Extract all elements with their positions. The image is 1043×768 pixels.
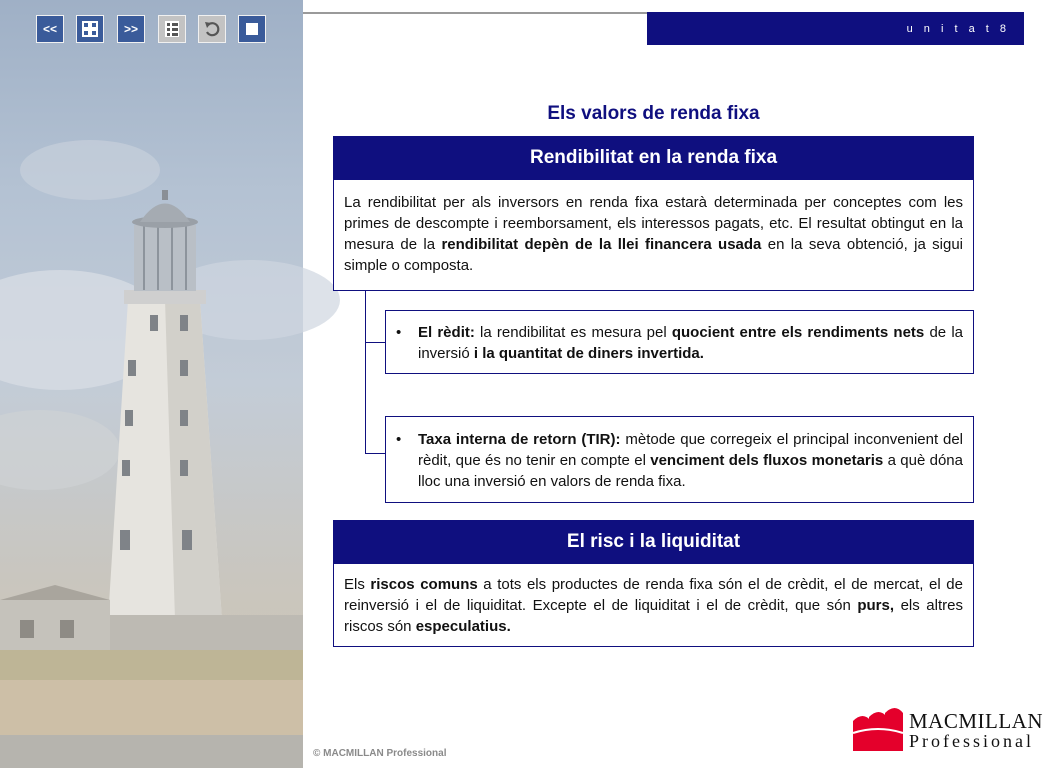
text-segment: especulatius. — [415, 618, 511, 635]
section-header-label: Rendibilitat en la renda fixa — [529, 146, 778, 168]
risk-box — [333, 563, 974, 647]
undo-icon — [203, 20, 221, 38]
text-segment: Els — [344, 576, 371, 593]
text-segment: en la seva obtenció, ja sigui simple o composta. — [344, 236, 963, 274]
lighthouse-background — [0, 0, 303, 768]
text-segment: purs, — [857, 597, 895, 614]
text-segment: riscos comuns — [370, 576, 478, 593]
text-segment: la rendibilitat es mesura pel — [474, 324, 672, 341]
bullet-text-tir — [418, 429, 963, 492]
page-title: Els valors de renda fixa — [547, 103, 760, 124]
macmillan-logo — [851, 705, 1043, 753]
text-segment: a què dóna lloc una inversió en valors de renda fixa. — [418, 452, 963, 490]
section-header-rendibilitat — [333, 136, 974, 179]
macmillan-logo-icon — [851, 707, 905, 753]
tree-connector-vertical — [365, 291, 366, 454]
copyright-text: © MACMILLAN Professional — [313, 748, 447, 759]
back-button[interactable] — [198, 15, 226, 43]
text-segment: els altres riscos són — [344, 597, 963, 635]
text-segment: a tots els productes de renda fixa són el de crèdit, el de mercat, el de reinversió i el de liquiditat. Excepte el de liquiditat i el de crèdit, que són — [344, 576, 963, 614]
text-segment: mètode que corregeix el principal inconvenient del rèdit, que és no tenir en compte el — [418, 431, 963, 469]
text-segment: venciment dels fluxos monetaris — [650, 452, 884, 469]
lighthouse-illustration — [0, 0, 303, 768]
logo-line2: Professional — [909, 731, 1034, 751]
stop-button[interactable] — [238, 15, 266, 43]
text-segment: de la inversió — [418, 324, 963, 362]
previous-label: << — [42, 22, 57, 36]
text-segment: i la quantitat de diners invertida. — [473, 345, 704, 362]
section-header-label: El risc i la liquiditat — [566, 530, 741, 552]
tree-connector-branch-2 — [365, 453, 385, 454]
tree-connector-branch-1 — [365, 342, 385, 343]
text-segment: rendibilitat depèn de la llei financera usada — [441, 236, 762, 253]
stop-icon — [246, 23, 258, 35]
text-segment: Taxa interna de retorn (TIR): — [418, 431, 621, 448]
top-bar-right — [647, 12, 1024, 45]
intro-box — [333, 179, 974, 291]
intro-text — [344, 192, 963, 276]
grid-icon — [82, 21, 98, 37]
menu-button[interactable] — [76, 15, 104, 43]
next-label: >> — [123, 22, 138, 36]
section-header-risc — [333, 520, 974, 563]
text-segment: La rendibilitat per als inversors en renda fixa estarà determinada per conceptes com les primes de descompte i reemborsament, els interessos pagats, etc. El resultat obtingut en la mesura de la — [344, 194, 963, 253]
top-bar-left — [303, 12, 647, 45]
bullet-text-redit — [418, 322, 963, 364]
bullet-box-redit: • El rèdit: la rendibilitat es mesura pel quocient entre els rendiments nets de la inversió i la quantitat de diners invertida. — [385, 310, 974, 374]
previous-button[interactable] — [36, 15, 64, 43]
logo-line1: MACMILLAN — [909, 709, 1043, 733]
risk-text — [344, 574, 963, 637]
text-segment: quocient entre els rendiments nets — [671, 324, 925, 341]
unit-label: u n i t a t 8 — [906, 23, 1010, 35]
text-segment: El rèdit: — [418, 324, 475, 341]
index-button[interactable] — [158, 15, 186, 43]
index-icon — [165, 21, 179, 37]
next-button[interactable] — [117, 15, 145, 43]
bullet-box-tir: • Taxa interna de retorn (TIR): mètode que corregeix el principal inconvenient del rèdit, que és no tenir en compte el venciment dels fluxos monetaris a què dóna lloc una inversió en valors de renda fixa. — [385, 416, 974, 503]
